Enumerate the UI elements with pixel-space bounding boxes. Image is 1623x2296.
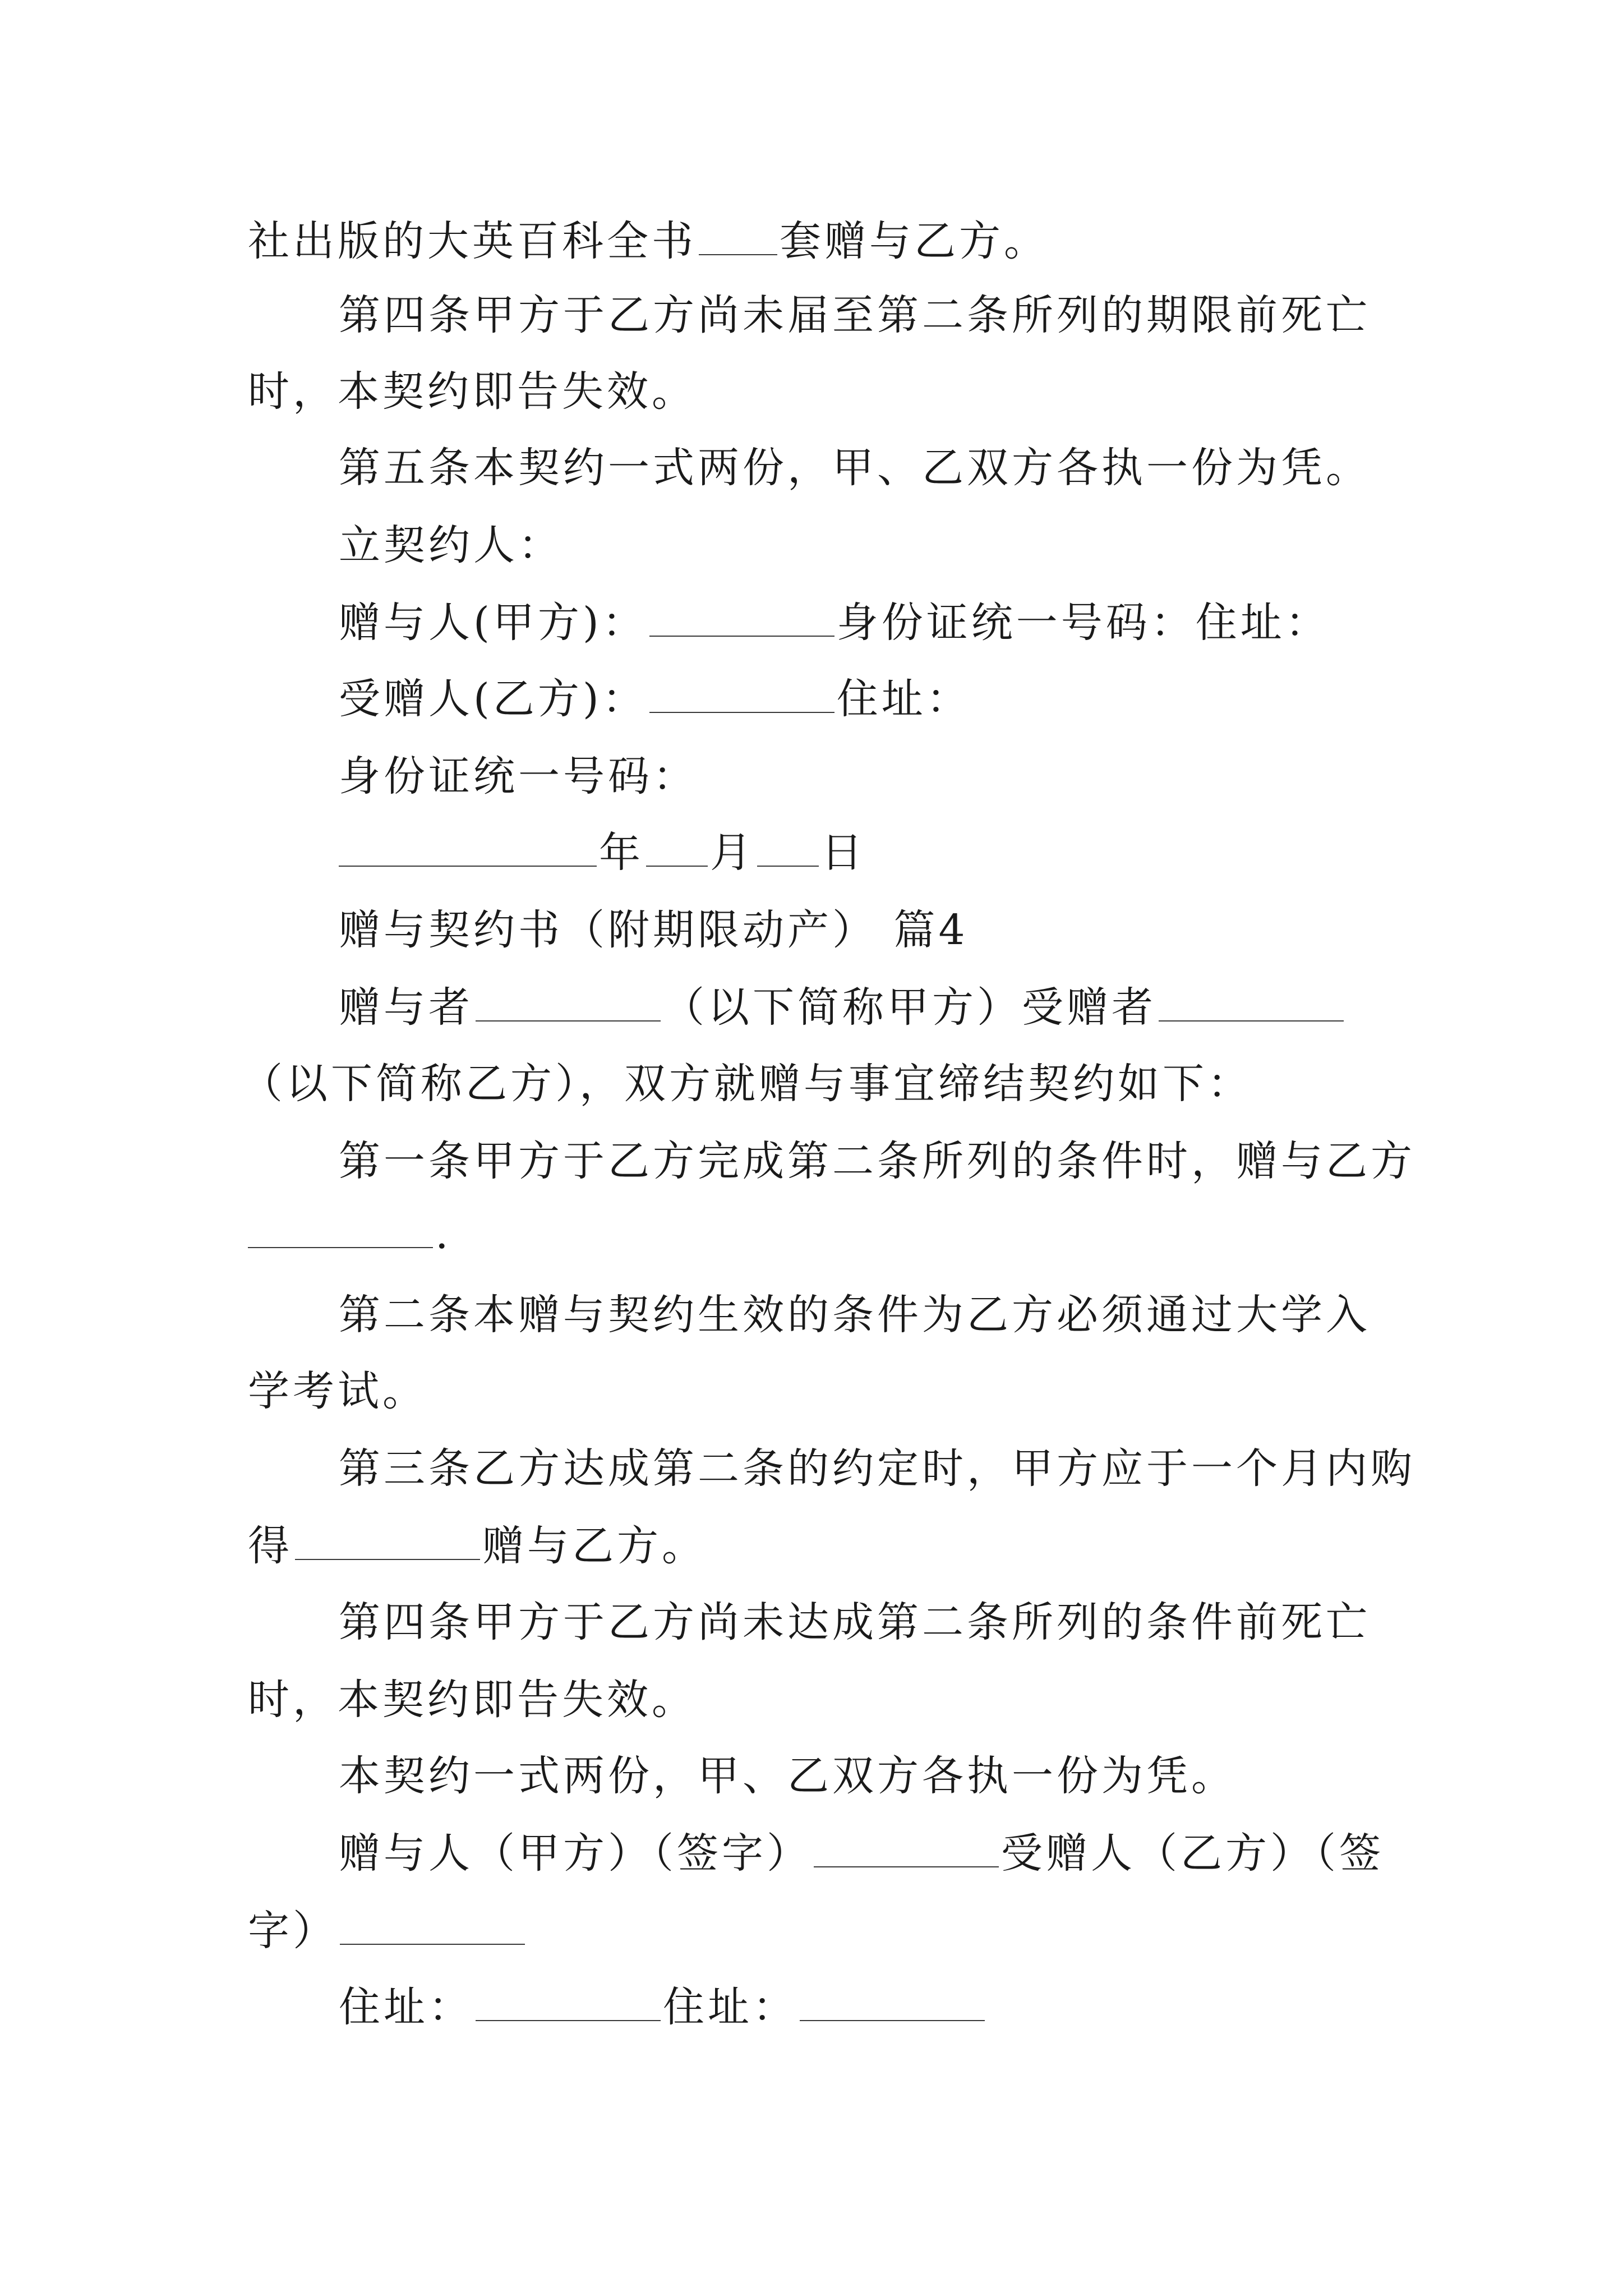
text-segment: 第三条乙方达成第二条的约定时，甲方应于一个月内购 — [339, 1444, 1415, 1493]
fill-blank — [248, 1208, 433, 1248]
paragraph-line — [248, 364, 1381, 420]
paragraph-line — [339, 1594, 1381, 1650]
section-heading — [339, 902, 1381, 958]
fill-blank — [649, 596, 834, 637]
text-segment: 受赠人（乙方）（签 — [1001, 1829, 1384, 1878]
date-line — [339, 825, 1381, 881]
fill-blank — [699, 215, 777, 255]
text-segment: 本契约一式两份，甲、乙双方各执一份为凭。 — [339, 1752, 1236, 1800]
paragraph-line — [248, 1363, 1381, 1419]
paragraph-line — [248, 1518, 1381, 1574]
paragraph-line — [339, 1287, 1381, 1343]
paragraph-line — [248, 1206, 1381, 1262]
text-segment: 赠与者 — [339, 983, 473, 1032]
text-segment: 时，本契约即告失效。 — [248, 1676, 697, 1724]
text-segment: 住址： — [836, 675, 971, 723]
text-segment: 受赠人(乙方)： — [339, 675, 647, 723]
text-segment: 得 — [248, 1522, 293, 1570]
fill-blank — [476, 981, 661, 1022]
signature-line — [248, 1903, 1381, 1959]
text-segment: （以下简称乙方），双方就赠与事宜缔结契约如下： — [241, 1060, 1252, 1108]
fill-blank — [646, 826, 708, 867]
paragraph-line — [339, 748, 1381, 804]
fill-blank — [757, 826, 819, 867]
signature-line — [339, 1825, 1384, 1881]
fill-blank — [295, 1520, 480, 1560]
text-segment: 社出版的大英百科全书 — [248, 217, 697, 265]
text-segment: 赠与人（甲方）（签字） — [339, 1829, 811, 1878]
text-segment: 第一条甲方于乙方完成第二条所列的条件时，赠与乙方 — [339, 1137, 1415, 1185]
text-segment: 第四条甲方于乙方尚未达成第二条所列的条件前死亡 — [339, 1598, 1371, 1646]
fill-blank — [339, 826, 597, 867]
paragraph-line — [339, 1441, 1415, 1497]
text-segment: 赠与乙方。 — [482, 1522, 707, 1570]
text-segment: 身份证统一号码： — [339, 752, 698, 800]
address-line — [339, 1979, 1381, 2035]
text-segment: 第五条本契约一式两份，甲、乙双方各执一份为凭。 — [339, 444, 1371, 492]
fill-blank — [1159, 981, 1344, 1022]
fill-blank — [340, 1904, 525, 1945]
fill-blank — [649, 673, 834, 713]
date-year-label: 年 — [599, 829, 644, 877]
paragraph-line — [339, 1133, 1415, 1189]
paragraph-line — [339, 595, 1381, 651]
fill-blank — [476, 1981, 661, 2021]
paragraph-line — [339, 287, 1381, 343]
text-segment: 学考试。 — [248, 1367, 427, 1415]
paragraph-line — [241, 1056, 1374, 1112]
text-segment: 赠与人(甲方)： — [339, 599, 647, 647]
paragraph-line — [339, 1748, 1381, 1804]
paragraph-line — [339, 671, 1381, 727]
fill-blank — [814, 1827, 999, 1867]
text-segment: 第四条甲方于乙方尚未届至第二条所列的期限前死亡 — [339, 291, 1371, 339]
text-segment: 住址： — [339, 1983, 473, 2031]
text-segment: 字） — [248, 1907, 338, 1955]
paragraph-line — [339, 517, 1381, 573]
fill-blank — [800, 1981, 985, 2021]
date-day-label: 日 — [821, 829, 866, 877]
text-segment: 第二条本赠与契约生效的条件为乙方必须通过大学入 — [339, 1291, 1371, 1339]
paragraph-line — [248, 1672, 1381, 1728]
text-segment: 时，本契约即告失效。 — [248, 367, 697, 416]
paragraph-line — [339, 440, 1381, 496]
heading-text: 赠与契约书（附期限动产） 篇4 — [339, 906, 969, 954]
date-month-label: 月 — [710, 829, 755, 877]
paragraph-line — [339, 979, 1381, 1036]
text-segment: （以下简称甲方）受赠者 — [663, 983, 1156, 1032]
paragraph-line — [248, 213, 1381, 269]
text-segment: 套赠与乙方。 — [780, 217, 1049, 265]
text-segment: 身份证统一号码：住址： — [836, 599, 1330, 647]
text-segment: . — [435, 1210, 452, 1258]
text-segment: 立契约人： — [339, 521, 563, 569]
text-segment: 住址： — [663, 1983, 797, 2031]
